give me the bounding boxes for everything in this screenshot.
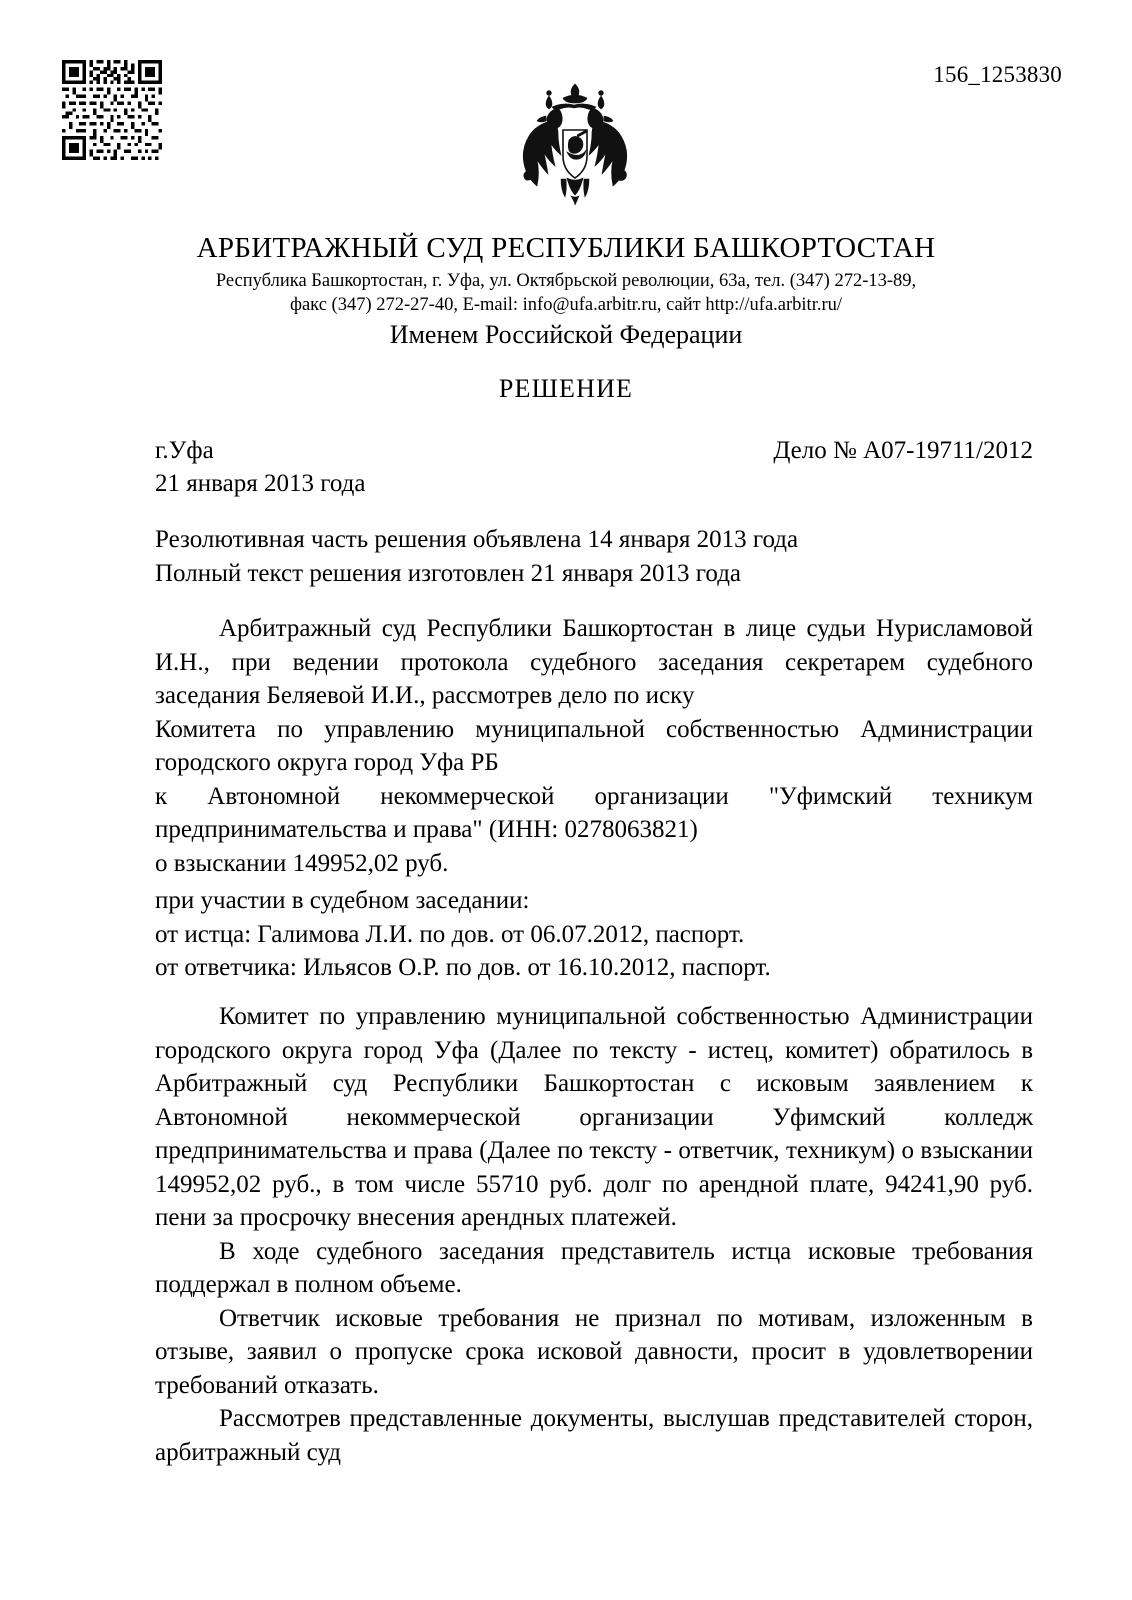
decision-body (155, 1000, 1033, 1469)
defendant-representative: от ответчика: Ильясов О.Р. по дов. от 16.10.2012, паспорт. (155, 954, 771, 981)
city-label: г.Уфа (155, 437, 214, 464)
parties-block (155, 612, 1033, 880)
attendance-title: при участии в судебном заседании: (155, 887, 530, 914)
document-number: 156_1253830 (933, 62, 1062, 87)
body-paragraph-1: Комитет по управлению муниципальной собственностью Администрации городского округа город Уфа (Далее по тексту - истец, комитет) обратилось в Арбитражный суд Республики Башкортостан с исковым заявлением к Автономной некоммерческой организации Уфимский колледж предпринимательства и права (Далее по тексту - ответчик, техникум) о взыскании 149952,02 руб., в том числе 55710 руб. долг по арендной плате, 94241,90 руб. пени за просрочку внесения арендных платежей. (155, 1003, 1033, 1231)
court-name-title: АРБИТРАЖНЫЙ СУД РЕСПУБЛИКИ БАШКОРТОСТАН (196, 232, 936, 264)
city-and-case-row (155, 434, 1033, 467)
decision-date: 21 января 2013 года (155, 470, 366, 497)
body-paragraph-3: Ответчик исковые требования не признал по мотивам, изложенным в отзыве, заявил о пропуске срока исковой давности, просит в удовлетворении требований отказать. (155, 1304, 1033, 1399)
russian-coat-of-arms-icon (505, 78, 645, 208)
court-address-line-2: факс (347) 272-27-40, E-mail: info@ufa.arbitr.ru, сайт http://ufa.arbitr.ru/ (289, 295, 843, 315)
plaintiff-representative: от истца: Галимова Л.И. по дов. от 06.07.2012, паспорт. (155, 920, 745, 948)
plaintiff-line: Комитета по управлению муниципальной собственностью Администрации городского округа город Уфа РБ (155, 715, 1033, 776)
body-paragraph-4: Рассмотрев представленные документы, выслушав представителей сторон, арбитражный суд (155, 1405, 1033, 1466)
announcement-block (155, 523, 1033, 590)
full-text-line: Полный текст решения изготовлен 21 января 2013 года (155, 559, 742, 587)
decision-title: РЕШЕНИЕ (498, 374, 634, 403)
court-composition-paragraph: Арбитражный суд Республики Башкортостан в лице судьи Нурисламовой И.Н., при ведении протокола судебного заседания секретарем судебного заседания Беляевой И.И., рассмотрев дело по иску (155, 615, 1033, 709)
decision-meta (155, 434, 1033, 500)
body-paragraph-2: В ходе судебного заседания представитель истца исковые требования поддержал в полном объеме. (155, 1237, 1033, 1298)
court-address-line-1: Республика Башкортостан, г. Уфа, ул. Октябрьской революции, 63а, тел. (347) 272-13-89, (215, 271, 917, 291)
case-number: Дело № А07-19711/2012 (773, 437, 1033, 464)
document-header-strip (0, 0, 1132, 215)
in-the-name-of-russian-federation: Именем Российской Федерации (389, 320, 743, 349)
claim-amount-line: о взыскании 149952,02 руб. (155, 849, 449, 877)
defendant-line: к Автономной некоммерческой организации "Уфимский техникум предпринимательства и права" (ИНН: 0278063821) (155, 782, 1033, 843)
resolutive-part-line: Резолютивная часть решения объявлена 14 января 2013 года (155, 526, 799, 553)
attendance-block (155, 884, 1033, 985)
qr-code (62, 60, 162, 160)
